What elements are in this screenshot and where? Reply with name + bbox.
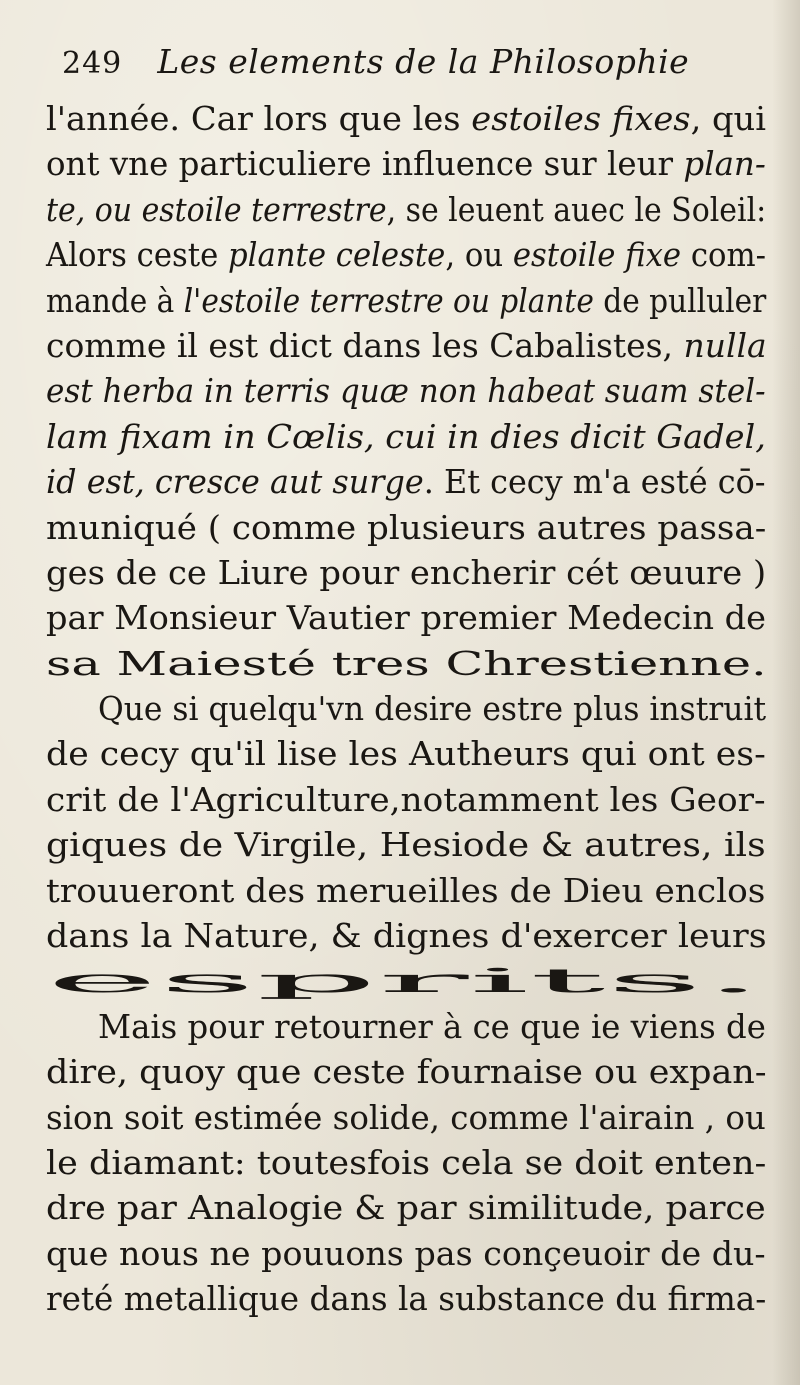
text-line [46, 1185, 776, 1230]
text-line [46, 868, 776, 913]
text-segment: sa Maiesté tres Chrestienne. [46, 643, 767, 683]
text-segment: dans la Nature, & dignes d'exercer leurs [46, 916, 767, 956]
text-line [46, 686, 776, 731]
text-segment: trouueront des merueilles de Dieu enclos [46, 870, 766, 910]
text-segment: dre par Analogie & par similitude, parce [46, 1188, 766, 1228]
text-segment: comme il est dict dans les Cabalistes, [46, 325, 684, 365]
text-segment: par Monsieur Vautier premier Medecin de [46, 598, 767, 638]
text-line [46, 1095, 776, 1140]
text-segment: de pulluler [593, 280, 767, 320]
page-number: 249 [62, 46, 123, 81]
text-line [46, 505, 776, 550]
text-line [46, 96, 776, 141]
italic-text-segment: estoiles fixes [471, 99, 691, 138]
text-segment: , qui [690, 99, 767, 138]
italic-text-segment: nulla [683, 325, 767, 365]
italic-text-segment: estoile fixe [512, 235, 682, 275]
text-segment: esprits. [46, 961, 764, 1001]
text-segment: . Et cecy m'a esté cō- [423, 462, 766, 502]
text-line [46, 278, 776, 323]
text-segment: ont vne particuliere influence sur leur [46, 144, 684, 184]
text-line [46, 187, 776, 232]
text-line [46, 550, 776, 595]
text-segment: ges de ce Liure pour encherir cét œuure ) [46, 552, 767, 592]
text-segment: le diamant: toutesfois cela se doit enten- [46, 1142, 767, 1182]
text-segment: com- [681, 235, 766, 275]
text-segment: sion soit estimée solide, comme l'airain , ou [46, 1097, 766, 1137]
text-segment: , ou [445, 235, 513, 275]
running-title: Les elements de la Philosophie [157, 42, 690, 81]
text-line [46, 641, 776, 686]
text-segment: giques de Virgile, Hesiode & autres, ils [46, 825, 766, 865]
text-segment: reté metallique dans la substance du firma- [46, 1279, 767, 1319]
italic-text-segment: plan- [683, 144, 766, 184]
page-header [62, 42, 762, 92]
italic-text-segment: lam fixam in Cœlis, cui in dies dicit Gadel, [46, 416, 766, 456]
italic-text-segment: plante celeste [227, 235, 446, 275]
text-segment: que nous ne pouuons pas conçeuoir de du- [46, 1233, 766, 1273]
text-segment: l'année. Car lors que les [46, 99, 472, 138]
page-fold-shadow [772, 0, 800, 1385]
text-line [46, 1004, 776, 1049]
text-line [46, 368, 776, 413]
text-line [46, 595, 776, 640]
text-line [46, 1140, 776, 1185]
text-segment: Mais pour retourner à ce que ie viens de [98, 1006, 766, 1046]
text-line [46, 958, 776, 1003]
italic-text-segment: te, ou estoile terrestre [46, 189, 387, 229]
text-line [46, 323, 776, 368]
text-line [46, 1276, 776, 1321]
text-segment: mande à [46, 280, 184, 320]
text-line [46, 731, 776, 776]
text-line [46, 913, 776, 958]
text-line [46, 459, 776, 504]
text-line [46, 414, 776, 459]
text-line [46, 1231, 776, 1276]
text-line [46, 232, 776, 277]
italic-text-segment: l'estoile terrestre ou plante [183, 280, 594, 320]
text-segment: de cecy qu'il lise les Autheurs qui ont es- [46, 734, 766, 774]
text-segment: Que si quelqu'vn desire estre plus instruit [98, 689, 767, 729]
italic-text-segment: id est, cresce aut surge [46, 462, 424, 502]
text-segment: dire, quoy que ceste fournaise ou expan- [46, 1052, 767, 1092]
text-line [46, 141, 776, 186]
text-segment: , se leuent auec le Soleil: [386, 189, 767, 229]
text-line [46, 777, 776, 822]
text-line [46, 822, 776, 867]
body-text [46, 96, 776, 1322]
text-segment: Alors ceste [46, 235, 228, 275]
text-segment: crit de l'Agriculture,notamment les Geor- [46, 779, 766, 819]
italic-text-segment: est herba in terris quæ non habeat suam stel- [46, 371, 766, 411]
text-segment: muniqué ( comme plusieurs autres passa- [46, 507, 767, 547]
text-line [46, 1049, 776, 1094]
